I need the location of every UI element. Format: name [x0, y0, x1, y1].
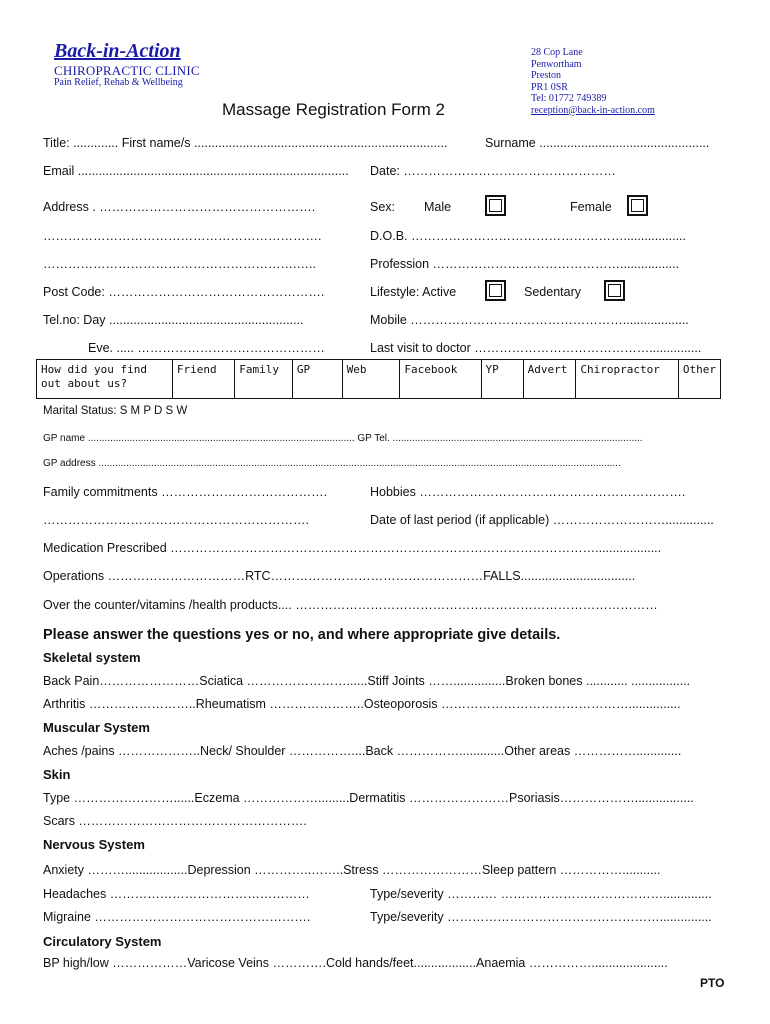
family-commitments-field[interactable]: Family commitments ………………………………….	[43, 485, 328, 499]
male-label: Male	[424, 200, 452, 214]
dob-field[interactable]: D.O.B. ……………………………………………..................	[370, 229, 686, 243]
profession-field[interactable]: Profession ……………………………………….................	[370, 257, 680, 271]
sex-label: Sex:	[370, 200, 396, 214]
active-checkbox[interactable]	[485, 280, 506, 301]
skeletal-line-1[interactable]: Back Pain……………………Sciatica ……………………......Stiff Joints ……...............Broken bones ............ .................	[43, 674, 691, 688]
sedentary-checkbox[interactable]	[604, 280, 625, 301]
referral-option-other[interactable]: Other	[678, 360, 720, 399]
pto-label: PTO	[700, 976, 725, 990]
female-checkbox[interactable]	[627, 195, 648, 216]
address-line-2-field[interactable]: ………………………………………………………….	[43, 229, 322, 243]
nervous-heading: Nervous System	[43, 837, 145, 852]
medication-field[interactable]: Medication Prescribed …………………………………………………………………………………………...................	[43, 541, 662, 555]
skin-line-2[interactable]: Scars ……………………………………………….	[43, 814, 307, 828]
address-phone: Tel: 01772 749389	[531, 93, 607, 104]
male-checkbox[interactable]	[485, 195, 506, 216]
sedentary-label: Sedentary	[524, 285, 581, 299]
referral-option-friend[interactable]: Friend	[172, 360, 234, 399]
table-row	[37, 360, 721, 399]
questions-heading: Please answer the questions yes or no, and where appropriate give details.	[43, 627, 561, 643]
address-line: PR1 0SR	[531, 81, 568, 93]
otc-products-field[interactable]: Over the counter/vitamins /health products.... ……………………………………………………………………………	[43, 598, 658, 612]
address-field[interactable]: Address . …………………………………………….	[43, 200, 316, 214]
referral-option-facebook[interactable]: Facebook	[400, 360, 481, 399]
referral-option-yp[interactable]: YP	[481, 360, 523, 399]
marital-status-field[interactable]: Marital Status: S M P D S W	[43, 405, 188, 417]
last-period-field[interactable]: Date of last period (if applicable) ………………………..............	[370, 513, 714, 527]
clinic-name: CHIROPRACTIC CLINIC	[54, 63, 200, 78]
headaches-field[interactable]: Headaches …………………………………………	[43, 887, 310, 901]
last-visit-doctor-field[interactable]: Last visit to doctor ……………………………………...............	[370, 341, 702, 355]
referral-source-table	[36, 359, 721, 399]
address-line-3-field[interactable]: …………………………………………………….…..	[43, 257, 316, 271]
tel-eve-field[interactable]: Eve. ..... ………………………………………	[88, 341, 325, 355]
title-firstname-field[interactable]: Title: ............. First name/s .........................................................................	[43, 136, 448, 150]
date-field[interactable]: Date: ……………………………………………	[370, 164, 616, 178]
skeletal-line-2[interactable]: Arthritis ……………………..Rheumatism …………………..Osteoporosis ………………………………………...............	[43, 697, 681, 711]
family-commitments-line-2[interactable]: ……………………………………………………….	[43, 513, 309, 527]
hobbies-field[interactable]: Hobbies ……………………………………………………….	[370, 485, 686, 499]
gp-name-tel-field[interactable]: GP name ................................................................................................ GP Tel. ..........................................................................................	[43, 433, 643, 444]
postcode-field[interactable]: Post Code: …………………………………………….	[43, 285, 325, 299]
migraine-type-field[interactable]: Type/severity ……………………………………………...............	[370, 910, 712, 924]
circulatory-line-1[interactable]: BP high/low ………………Varicose Veins ………….Cold hands/feet..................Anaemia ……………......................	[43, 956, 668, 970]
muscular-line-1[interactable]: Aches /pains ………………..Neck/ Shoulder ……………....Back …………….............Other areas …………….............	[43, 744, 682, 758]
skin-heading: Skin	[43, 767, 71, 782]
referral-option-gp[interactable]: GP	[292, 360, 342, 399]
tel-day-field[interactable]: Tel.no: Day ........................................................	[43, 313, 304, 327]
clinic-logo-text: Back-in-Action	[54, 40, 181, 62]
address-line: 28 Cop Lane	[531, 47, 583, 58]
form-title: Massage Registration Form 2	[222, 100, 445, 119]
referral-option-family[interactable]: Family	[235, 360, 293, 399]
lifestyle-label: Lifestyle: Active	[370, 285, 457, 299]
skeletal-heading: Skeletal system	[43, 650, 141, 665]
muscular-heading: Muscular System	[43, 720, 150, 735]
referral-question-cell: How did you find out about us?	[37, 360, 173, 399]
referral-option-web[interactable]: Web	[342, 360, 400, 399]
gp-address-field[interactable]: GP address ............................................................................................................................................................................................	[43, 458, 621, 469]
headache-type-field[interactable]: Type/severity ………… …………………………………..............	[370, 887, 712, 901]
clinic-address	[531, 47, 655, 116]
operations-rtc-falls-field[interactable]: Operations ……………………………RTC……………………………………………FALLS.................................	[43, 569, 636, 583]
migraine-field[interactable]: Migraine …………………………………………….	[43, 910, 311, 924]
address-line: Penwortham	[531, 58, 582, 70]
address-line: Preston	[531, 70, 561, 81]
surname-field[interactable]: Surname .................................................	[485, 136, 710, 150]
referral-option-advert[interactable]: Advert	[523, 360, 576, 399]
mobile-field[interactable]: Mobile ……………………………………………...................	[370, 313, 689, 327]
skin-line-1[interactable]: Type ……………………......Eczema ……………….........Dermatitis ……………………Psoriasis……………….................	[43, 791, 694, 805]
clinic-tagline: Pain Relief, Rehab & Wellbeing	[54, 77, 183, 88]
circulatory-heading: Circulatory System	[43, 934, 162, 949]
referral-option-chiropractor[interactable]: Chiropractor	[576, 360, 678, 399]
clinic-email-link[interactable]: reception@back-in-action.com	[531, 104, 655, 116]
nervous-line-1[interactable]: Anxiety ………..................Depression …………..……..Stress ……………………Sleep pattern ……………...........	[43, 863, 661, 877]
email-field[interactable]: Email ..............................................................................	[43, 164, 349, 178]
female-label: Female	[570, 200, 612, 214]
